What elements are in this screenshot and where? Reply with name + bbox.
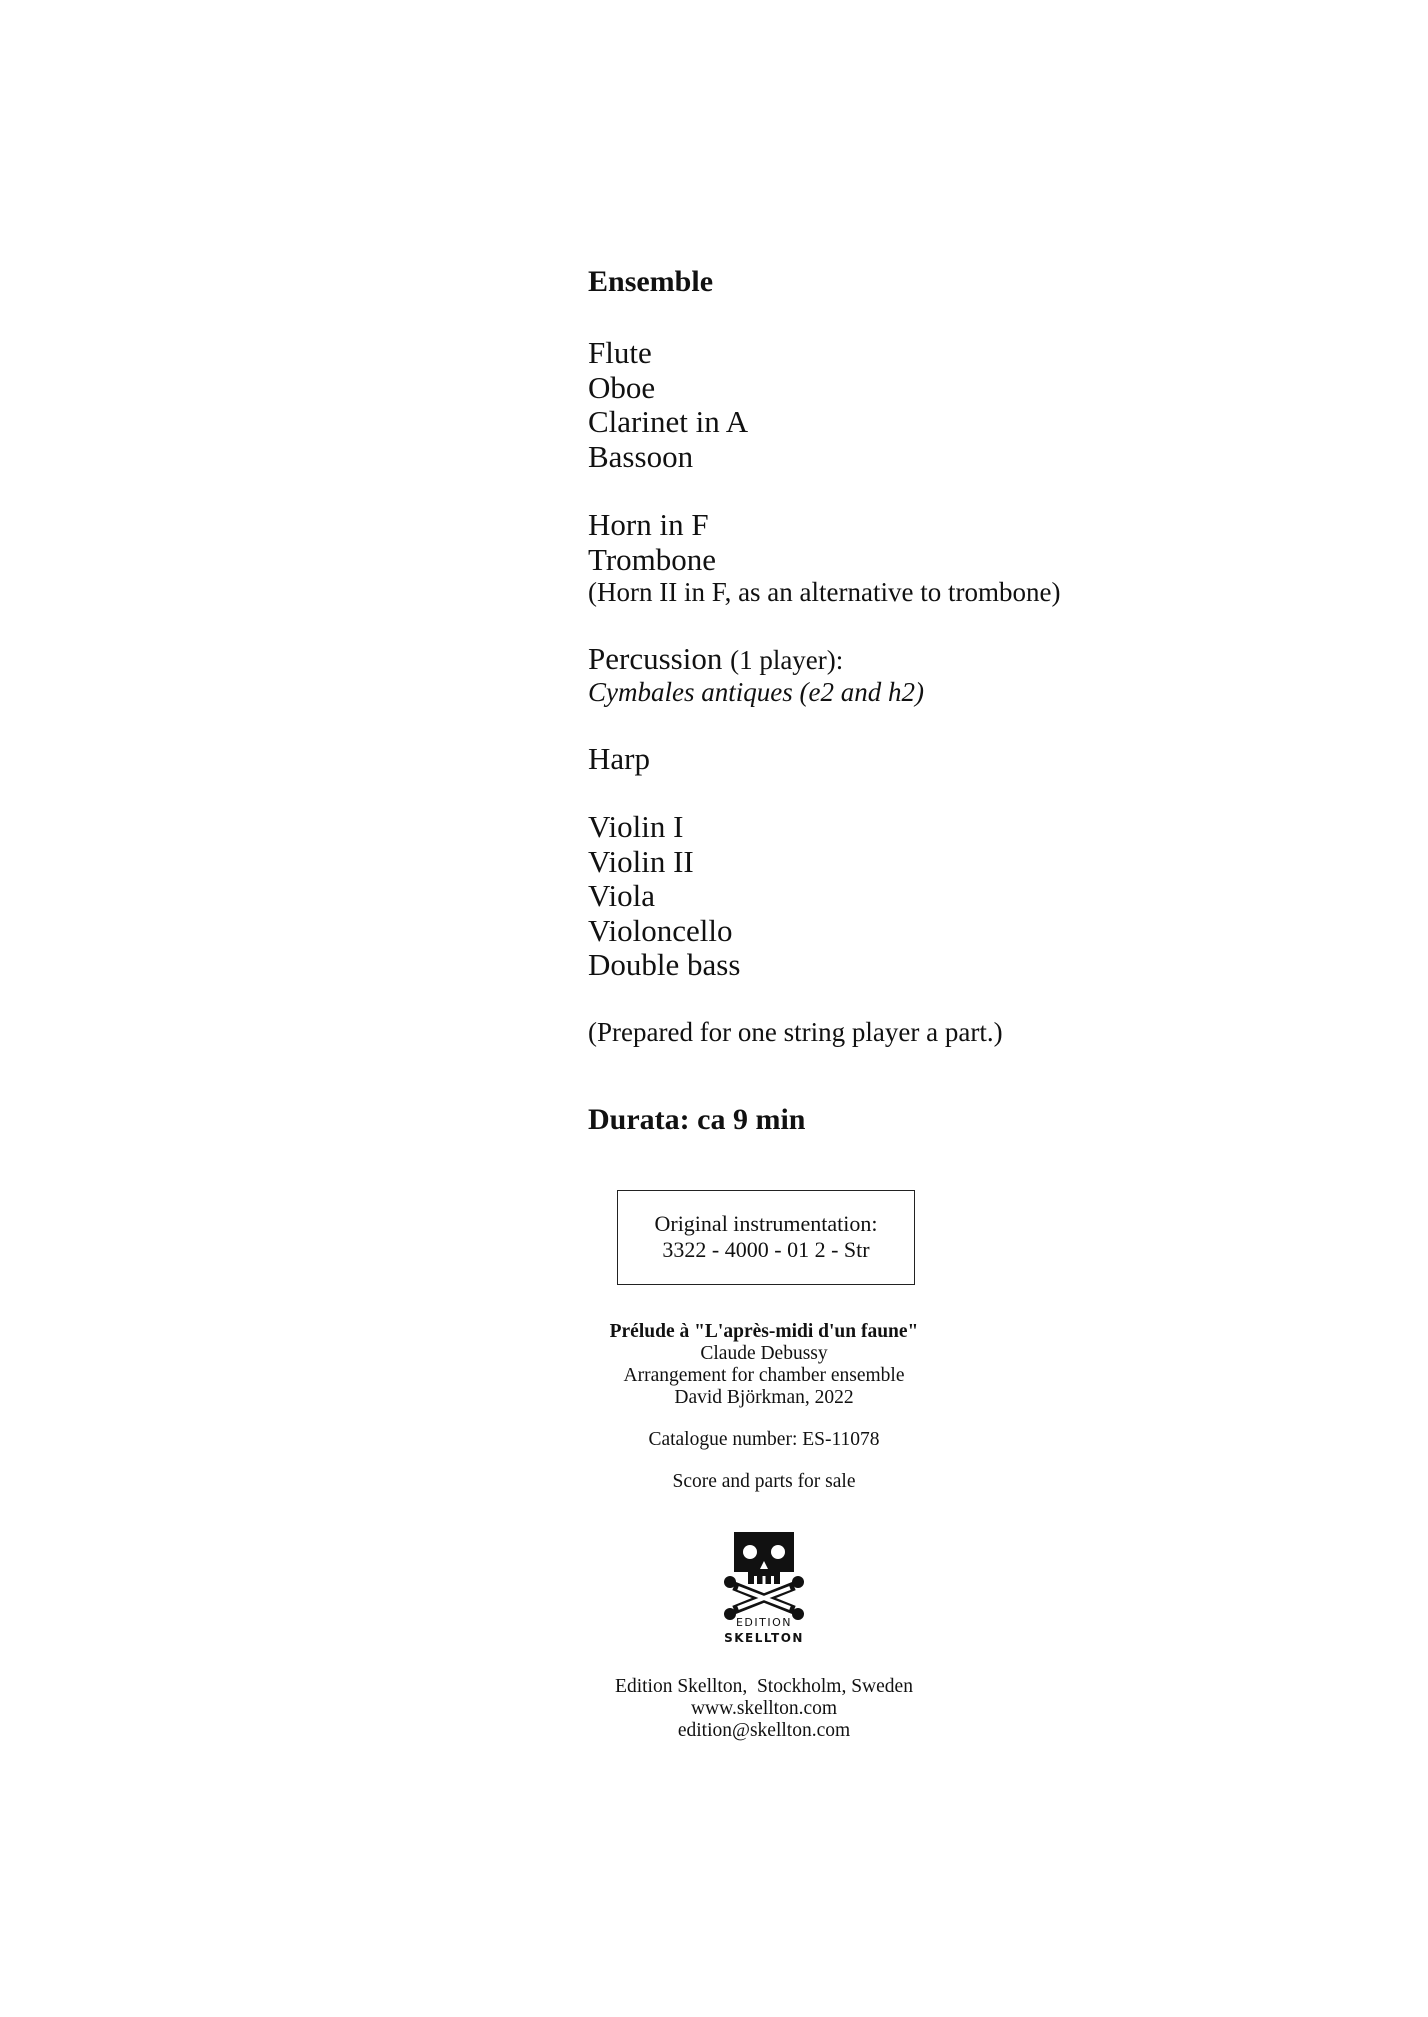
instrument-clarinet: Clarinet in A	[588, 404, 749, 439]
instrument-horn: Horn in F	[588, 507, 709, 542]
percussion-label: Percussion	[588, 641, 723, 676]
instrument-oboe: Oboe	[588, 369, 656, 405]
arrangement: Arrangement for chamber ensemble	[623, 1365, 905, 1386]
instrument-double-bass: Double bass	[588, 947, 741, 982]
instrument-flute: Flute	[588, 335, 652, 370]
arranger: David Björkman, 2022	[674, 1387, 854, 1408]
original-instrumentation-box	[617, 1190, 915, 1285]
catalogue-number: Catalogue number: ES-11078	[648, 1429, 880, 1450]
work-info	[514, 1321, 1014, 1493]
instrument-viola: Viola	[588, 878, 656, 913]
ensemble-heading: Ensemble	[588, 265, 714, 298]
durata-heading: Durata: ca 9 min	[588, 1102, 806, 1136]
work-title: Prélude à "L'après-midi d'un faune"	[609, 1321, 919, 1342]
publisher-website: www.skellton.com	[690, 1698, 838, 1719]
instrument-violin-1: Violin I	[588, 809, 684, 844]
original-instrumentation-code: 3322 - 4000 - 01 2 - Str	[662, 1237, 870, 1262]
publisher-email: edition@skellton.com	[677, 1720, 851, 1741]
instrument-violoncello: Violoncello	[588, 912, 733, 948]
instrument-trombone: Trombone	[588, 541, 717, 577]
brass-list	[588, 508, 1348, 608]
strings-note: (Prepared for one string player a part.)	[588, 1016, 1003, 1047]
publisher-name: Edition Skellton, Stockholm, Sweden	[615, 1676, 913, 1697]
woodwinds-list	[588, 336, 1348, 474]
composer: Claude Debussy	[700, 1343, 828, 1364]
logo-edition-text: EDITION	[735, 1616, 792, 1629]
original-instrumentation-label: Original instrumentation:	[654, 1211, 878, 1236]
instrument-bassoon: Bassoon	[588, 438, 694, 474]
instrument-harp: Harp	[588, 740, 650, 776]
ensemble-section	[588, 262, 1348, 1140]
publisher-contact	[514, 1676, 1014, 1742]
percussion-block	[588, 642, 1348, 708]
availability: Score and parts for sale	[672, 1471, 856, 1492]
brass-note: (Horn II in F, as an alternative to trombone)	[588, 577, 1061, 607]
percussion-detail: Cymbales antiques (e2 and h2)	[588, 676, 924, 707]
percussion-players: (1 player):	[730, 645, 844, 675]
logo-skellton-text: SKELLTON	[724, 1631, 804, 1645]
strings-list	[588, 810, 1348, 983]
instrument-violin-2: Violin II	[588, 843, 694, 879]
